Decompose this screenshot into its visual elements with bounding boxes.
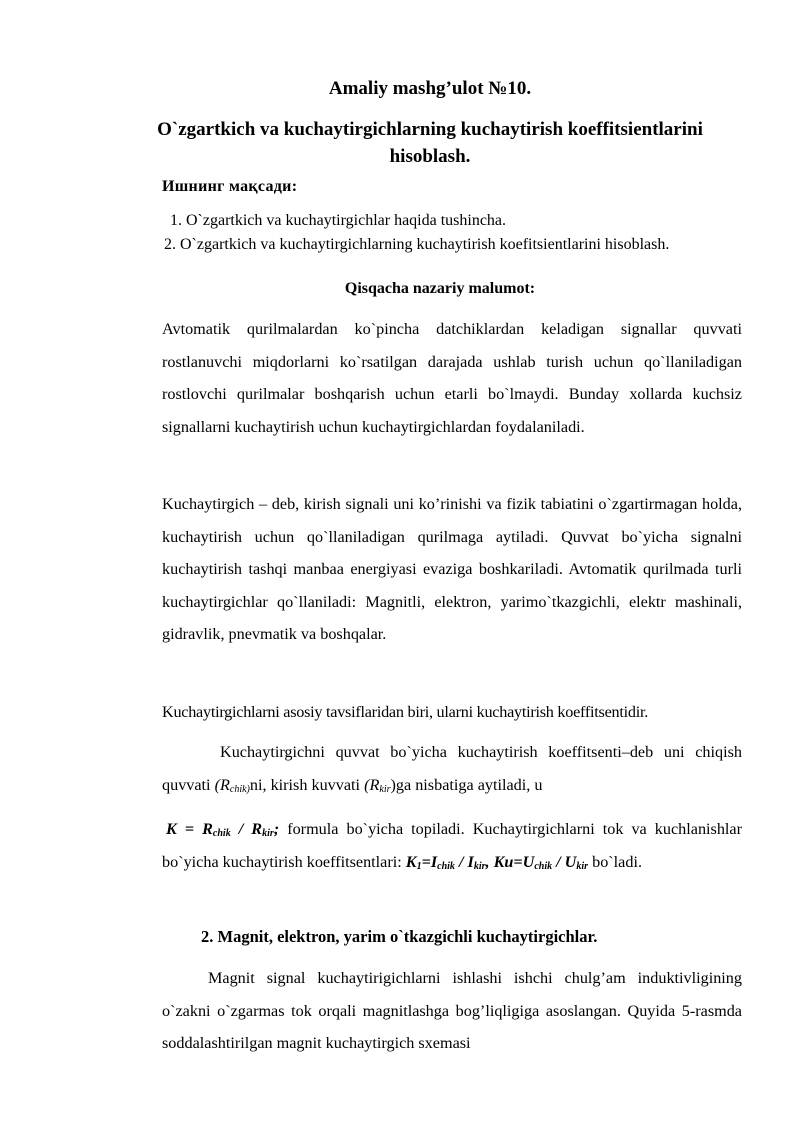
paragraph-2: Kuchaytirgich – deb, kirish signali uni ko’rinishi va fizik tabiatini o`zgartirmagan holda, kuchaytirish uchun qo`llaniladigan qurilmaga aytiladi. Quvvat bo`yicha signalni kuchaytirish tashqi manbaa energiyasi evaziga boshkariladi. Avtomatik qurilmada turli kuchaytirgichlar qo`llaniladi: Magnitli, elektron, yarimo`tkazgichli, elektr mashinali, gidravlik, pnevmatik va boshqalar. xyxy=(162,495,742,643)
goal-item-2: 2. O`zgartkich va kuchaytirgichlarning kuchaytirish koefitsientlarini hisoblash. xyxy=(164,236,670,253)
goal-heading: Ишнинг мақсади: xyxy=(162,178,298,195)
p4-text-1: Kuchaytirgichni quvvat bo`yicha kuchaytirish koeffitsenti–deb uni chiqish quvvati xyxy=(162,743,742,794)
formula-k: $K = R_{chik} / R_{kir}$; xyxy=(166,820,280,839)
paragraph-5 xyxy=(162,813,742,878)
page-subtitle: O`zgartkich va kuchaytirgichlarning kuchaytirish koeffitsientlarini hisoblash. xyxy=(157,119,703,167)
p5-text-1: formula bo`yicha topiladi. Kuchaytirgichlarni tok va kuchlanishlar bo`yicha kuchaytirish koeffitsentlari: xyxy=(162,820,742,871)
theory-heading: Qisqacha nazariy malumot: xyxy=(344,280,536,297)
paragraph-4 xyxy=(162,736,742,801)
paragraph-1: Avtomatik qurilmalardan ko`pincha datchiklardan keladigan signallar quvvati rostlanuvchi miqdorlarni ko`rsatilgan darajada ushlab turish uchun qo`llaniladigan rostlovchi qurilmalar boshqarish uchun etarli bo`lmaydi. Bunday xollarda kuchsiz signallarni kuchaytirish uchun kuchaytirgichlardan foydalaniladi. xyxy=(162,320,742,436)
formula-currents: $K_1=I_{chik} / I_{kir}$, $Ku=U_{chik} / U_{kir}$ xyxy=(405,852,589,872)
p4-text-3: )ga nisbatiga aytiladi, u xyxy=(390,775,543,794)
p4-text-2: ni, kirish kuvvati xyxy=(249,775,365,794)
p4-r-chik: ($R_{chik)}$ xyxy=(214,775,250,795)
p4-r-kir: ($R_{kir}$ xyxy=(364,775,391,795)
paragraph-6: Magnit signal kuchaytirigichlarni ishlashi ishchi chulg’am induktivligining o`zakni o`zgarmas tok orqali magnitlashga bog’liqligiga asoslangan. Quyida 5-rasmda soddalashtirilgan magnit kuchaytirgich sxemasi xyxy=(162,969,742,1052)
page-title: Amaliy mashg’ulot №10. xyxy=(328,78,532,99)
goal-item-1: 1. O`zgartkich va kuchaytirgichlar haqida tushincha. xyxy=(170,212,507,229)
paragraph-3: Kuchaytirgichlarni asosiy tavsiflaridan biri, ularni kuchaytirish koeffitsentidir. xyxy=(162,703,648,721)
p5-text-2: bo`ladi. xyxy=(588,852,642,871)
section-2-heading: 2. Magnit, elektron, yarim o`tkazgichli kuchaytirgichlar. xyxy=(201,927,598,946)
